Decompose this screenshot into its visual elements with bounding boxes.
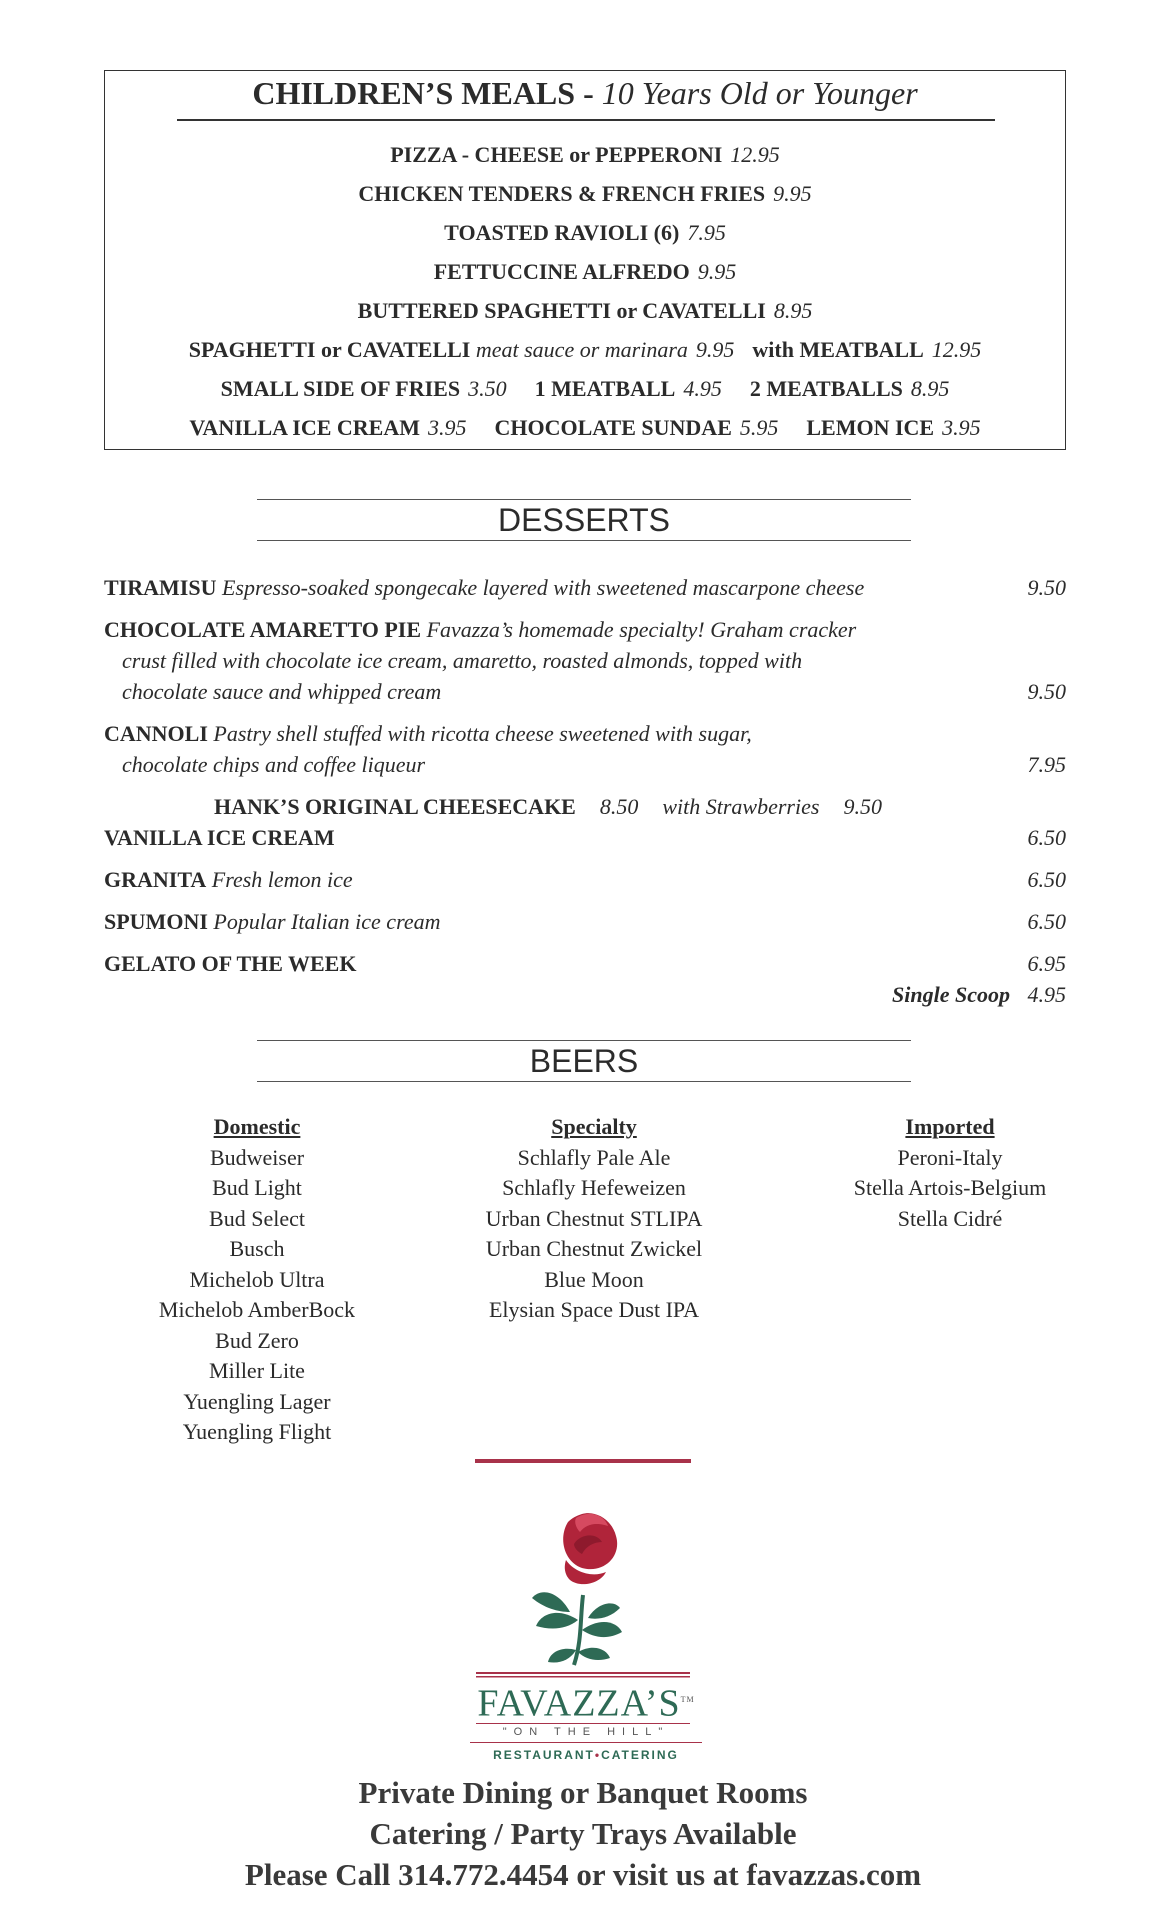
kids-item-with-price: 12.95	[931, 337, 982, 362]
footer-line-catering: Catering / Party Trays Available	[369, 1816, 797, 1851]
kids-item-name: BUTTERED SPAGHETTI or CAVATELLI	[357, 298, 766, 323]
footer-line-contact: Please Call 314.772.4454 or visit us at favazzas.com	[244, 1857, 922, 1892]
logo-sub-sep: •	[594, 1748, 602, 1762]
dessert-with-label: with Strawberries	[662, 794, 820, 819]
logo-tagline: "ON THE HILL"	[502, 1726, 670, 1738]
dessert-price: 9.50	[1027, 679, 1066, 704]
kids-item-name: CHOCOLATE SUNDAE	[494, 415, 732, 440]
kids-item-price: 4.95	[683, 376, 722, 401]
kids-row-sides	[105, 375, 1065, 403]
dessert-desc: chocolate chips and coffee liqueur	[122, 752, 426, 777]
kids-item-name: TOASTED RAVIOLI (6)	[444, 220, 680, 245]
dessert-gelato	[104, 948, 1066, 1010]
dessert-price: 9.50	[1027, 575, 1066, 600]
logo-rule	[476, 1723, 690, 1724]
dessert-vanilla	[104, 822, 1066, 853]
kids-item-price: 8.95	[773, 298, 813, 323]
beer-column-specialty	[458, 1112, 730, 1326]
dessert-price: 7.95	[1027, 752, 1066, 777]
kids-item-price: 5.95	[739, 415, 779, 440]
beer-item: Michelob AmberBock	[158, 1297, 356, 1322]
dessert-name: SPUMONI	[104, 909, 208, 934]
beer-item: Miller Lite	[209, 1358, 305, 1383]
kids-item-price: 3.95	[428, 415, 467, 440]
beer-column-header: Imported	[905, 1114, 995, 1139]
beer-item: Budweiser	[209, 1144, 305, 1170]
beer-column-header: Domestic	[213, 1114, 301, 1139]
childrens-title-rule	[177, 119, 995, 121]
kids-item-price: 9.95	[695, 337, 735, 362]
dessert-name: CHOCOLATE AMARETTO PIE	[104, 617, 422, 642]
kids-item-with-label: with MEATBALL	[752, 337, 924, 362]
logo-brand-text: FAVAZZA’S	[477, 1682, 681, 1725]
dessert-name: CANNOLI	[104, 721, 208, 746]
beer-item: Bud Zero	[215, 1327, 299, 1353]
beer-column-imported	[830, 1112, 1070, 1234]
kids-item-ravioli	[105, 219, 1065, 247]
beer-item: Bud Select	[209, 1205, 305, 1231]
logo-subtitle	[470, 1748, 702, 1762]
childrens-title-bold: CHILDREN’S MEALS -	[252, 75, 594, 111]
gelato-scoop-label: Single Scoop	[892, 982, 1010, 1007]
kids-item-fettuccine	[105, 258, 1065, 286]
kids-item-name: SPAGHETTI or CAVATELLI	[188, 337, 471, 362]
beer-item: Peroni-Italy	[897, 1144, 1003, 1170]
dessert-name: HANK’S ORIGINAL CHEESECAKE	[214, 794, 576, 819]
beer-item: Busch	[229, 1236, 285, 1261]
logo-brand	[470, 1680, 702, 1724]
dessert-price: 6.50	[1027, 867, 1066, 892]
kids-item-price: 9.95	[697, 259, 737, 284]
kids-item-name: FETTUCCINE ALFREDO	[433, 259, 690, 284]
kids-item-name: LEMON ICE	[806, 415, 935, 440]
kids-item-price: 3.95	[942, 415, 981, 440]
dessert-price: 6.50	[1027, 909, 1066, 934]
kids-item-tenders	[105, 180, 1065, 208]
favazzas-logo	[470, 1490, 702, 1740]
logo-sub-left: RESTAURANT	[493, 1748, 595, 1762]
dessert-desc: Fresh lemon ice	[211, 867, 353, 892]
dessert-name: GELATO OF THE WEEK	[104, 951, 357, 976]
logo-rule-lower	[470, 1742, 702, 1743]
beer-item: Blue Moon	[544, 1266, 644, 1292]
dessert-desc: chocolate sauce and whipped cream	[122, 679, 442, 704]
beer-column-domestic	[130, 1112, 384, 1448]
dessert-cheesecake	[214, 791, 1014, 822]
beer-item: Stella Cidré	[897, 1205, 1003, 1231]
childrens-meals-box	[104, 70, 1066, 450]
childrens-meals-title	[105, 71, 1065, 115]
dessert-desc: Popular Italian ice cream	[213, 909, 441, 934]
kids-item-pizza	[105, 141, 1065, 169]
dessert-with-price: 9.50	[843, 794, 882, 819]
dessert-desc: Pastry shell stuffed with ricotta cheese sweetened with sugar,	[213, 721, 752, 746]
dessert-name: TIRAMISU	[104, 575, 217, 600]
dessert-name: GRANITA	[104, 867, 207, 892]
beer-column-header: Specialty	[551, 1114, 637, 1139]
kids-item-name: 1 MEATBALL	[534, 376, 676, 401]
beers-heading: BEERS	[257, 1040, 911, 1082]
dessert-price: 6.50	[1027, 825, 1066, 850]
footer-line-private-dining: Private Dining or Banquet Rooms	[358, 1775, 808, 1810]
beer-item: Yuengling Flight	[182, 1419, 332, 1444]
beer-item: Bud Light	[212, 1175, 302, 1200]
kids-item-price: 7.95	[687, 220, 726, 245]
gelato-scoop-price: 4.95	[1027, 982, 1066, 1007]
beer-item: Urban Chestnut Zwickel	[485, 1236, 703, 1261]
beer-item: Yuengling Lager	[183, 1388, 331, 1414]
kids-item-price: 3.50	[468, 376, 507, 401]
logo-divider-bar	[475, 1459, 691, 1463]
kids-item-price: 9.95	[773, 181, 812, 206]
beer-item: Schlafly Hefeweizen	[502, 1175, 686, 1200]
logo-sub-right: CATERING	[601, 1748, 679, 1762]
kids-item-spaghetti	[105, 336, 1065, 364]
dessert-amaretto-pie	[104, 614, 1066, 707]
beer-item: Schlafly Pale Ale	[517, 1144, 671, 1170]
logo-tm: TM	[680, 1695, 695, 1704]
kids-item-price: 8.95	[910, 376, 950, 401]
dessert-spumoni	[104, 906, 1066, 937]
kids-item-name: CHICKEN TENDERS & FRENCH FRIES	[358, 181, 766, 206]
beer-item: Michelob Ultra	[189, 1266, 325, 1292]
beer-item: Urban Chestnut STLIPA	[485, 1205, 703, 1231]
kids-item-price: 12.95	[730, 142, 780, 167]
kids-item-buttered-spaghetti	[105, 297, 1065, 325]
dessert-granita	[104, 864, 1066, 895]
dessert-cannoli	[104, 718, 1066, 780]
kids-row-desserts	[105, 414, 1065, 442]
dessert-name: VANILLA ICE CREAM	[104, 825, 335, 850]
dessert-desc: crust filled with chocolate ice cream, amaretto, roasted almonds, topped with	[122, 648, 803, 673]
dessert-price: 8.50	[599, 794, 639, 819]
kids-item-desc: meat sauce or marinara	[475, 337, 688, 362]
kids-item-name: PIZZA - CHEESE or PEPPERONI	[390, 142, 723, 167]
dessert-desc: Espresso-soaked spongecake layered with sweetened mascarpone cheese	[221, 575, 865, 600]
beer-item: Elysian Space Dust IPA	[488, 1297, 699, 1322]
beer-item: Stella Artois-Belgium	[853, 1175, 1047, 1200]
childrens-title-italic: 10 Years Old or Younger	[601, 75, 918, 111]
dessert-tiramisu	[104, 572, 1066, 603]
desserts-heading: DESSERTS	[257, 499, 911, 541]
kids-item-name: SMALL SIDE OF FRIES	[220, 376, 461, 401]
dessert-desc: Favazza’s homemade specialty! Graham cracker	[426, 617, 857, 642]
kids-item-name: VANILLA ICE CREAM	[189, 415, 421, 440]
kids-item-name: 2 MEATBALLS	[749, 376, 903, 401]
dessert-price: 6.95	[1027, 951, 1066, 976]
